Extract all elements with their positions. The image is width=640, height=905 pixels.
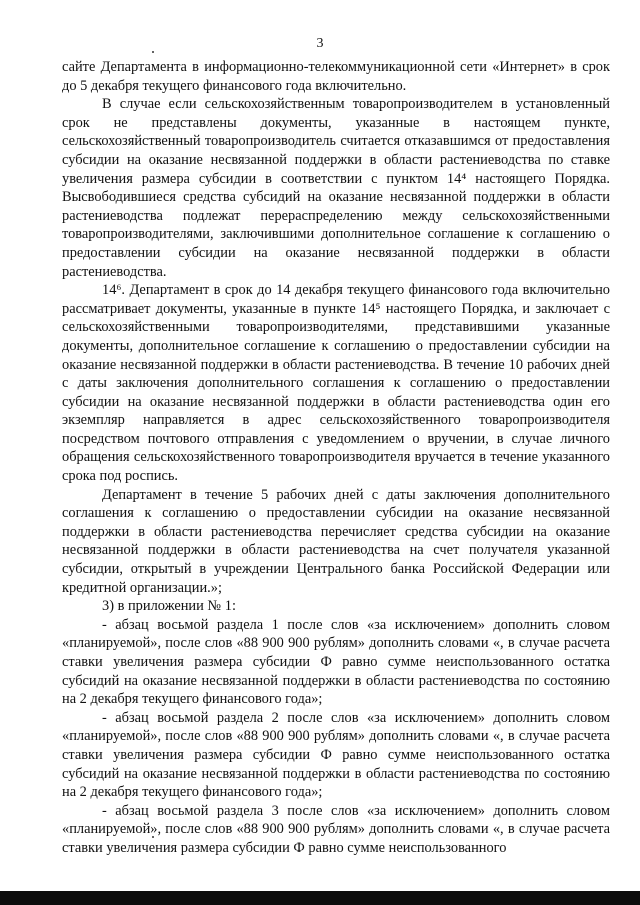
paragraph: 3) в приложении № 1: (102, 598, 236, 615)
scan-bottom-edge (0, 891, 640, 905)
paragraph: В случае если сельскохозяйственным товаропроизводителем в установленный срок не представлены документы, указанные в настоящем пункте, сельскохозяйственный товаропроизводитель считается отказавшимся от предоставления субсидии на оказание несвязанной поддержки в области растениеводства по ставке увеличения размера субсидии в соответствии с пунктом 14⁴ настоящего Порядка. Высвободившиеся средства субсидий на оказание несвязанной поддержки в области растениеводства подлежат перераспределению между сельскохозяйственными товаропроизводителями, заключившими дополнительное соглашение к соглашению о предоставлении субсидии на оказание несвязанной поддержки в области растениеводства. (62, 96, 610, 280)
document-body (62, 58, 610, 858)
paragraph: сайте Департамента в информационно-телекоммуникационной сети «Интернет» в срок до 5 декабря текущего финансового года включительно. (62, 59, 610, 94)
scan-speck (152, 51, 154, 53)
paragraph: Департамент в течение 5 рабочих дней с даты заключения дополнительного соглашения к соглашению о предоставлении субсидии на оказание несвязанной поддержки в области растениеводства перечисляет средства субсидии на оказание несвязанной поддержки в области растениеводства на счет получателя указанной субсидии, открытый в учреждении Центрального банка Российской Федерации или кредитной организации.»; (62, 486, 610, 596)
paragraph: - абзац восьмой раздела 2 после слов «за исключением» дополнить словом «планируемой», после слов «88 900 900 рублям» дополнить словами «, в случае расчета ставки увеличения размера субсидии Ф равно сумме неиспользованного остатка субсидий на оказание несвязанной поддержки в области растениеводства по состоянию на 2 декабря текущего финансового года»; (62, 709, 610, 801)
paragraph: - абзац восьмой раздела 1 после слов «за исключением» дополнить словом «планируемой», после слов «88 900 900 рублям» дополнить словами «, в случае расчета ставки увеличения размера субсидии Ф равно сумме неиспользованного остатка субсидий на оказание несвязанной поддержки в области растениеводства по состоянию на 2 декабря текущего финансового года»; (62, 616, 610, 708)
paragraph: - абзац восьмой раздела 3 после слов «за исключением» дополнить словом «планируемой», после слов «88 900 900 рублям» дополнить словами «, в случае расчета ставки увеличения размера субсидии Ф равно сумме неиспользованного (62, 802, 610, 856)
page-number: 3 (316, 36, 324, 51)
paragraph: 14⁶. Департамент в срок до 14 декабря текущего финансового года включительно рассматривает документы, указанные в пункте 14⁵ настоящего Порядка, и заключает с сельскохозяйственными товаропроизводителями, представившими указанные документы, дополнительное соглашение к соглашению о предоставлении субсидии на оказание несвязанной поддержки в области растениеводства. В течение 10 рабочих дней с даты заключения дополнительного соглашения к соглашению о предоставлении субсидии на оказание несвязанной поддержки в области растениеводства один его экземпляр направляется в адрес сельскохозяйственного товаропроизводителя посредством почтового отправления с уведомлением о вручении, в случае личного обращения сельскохозяйственного товаропроизводителя вручается в течение указанного срока под роспись. (62, 282, 610, 485)
